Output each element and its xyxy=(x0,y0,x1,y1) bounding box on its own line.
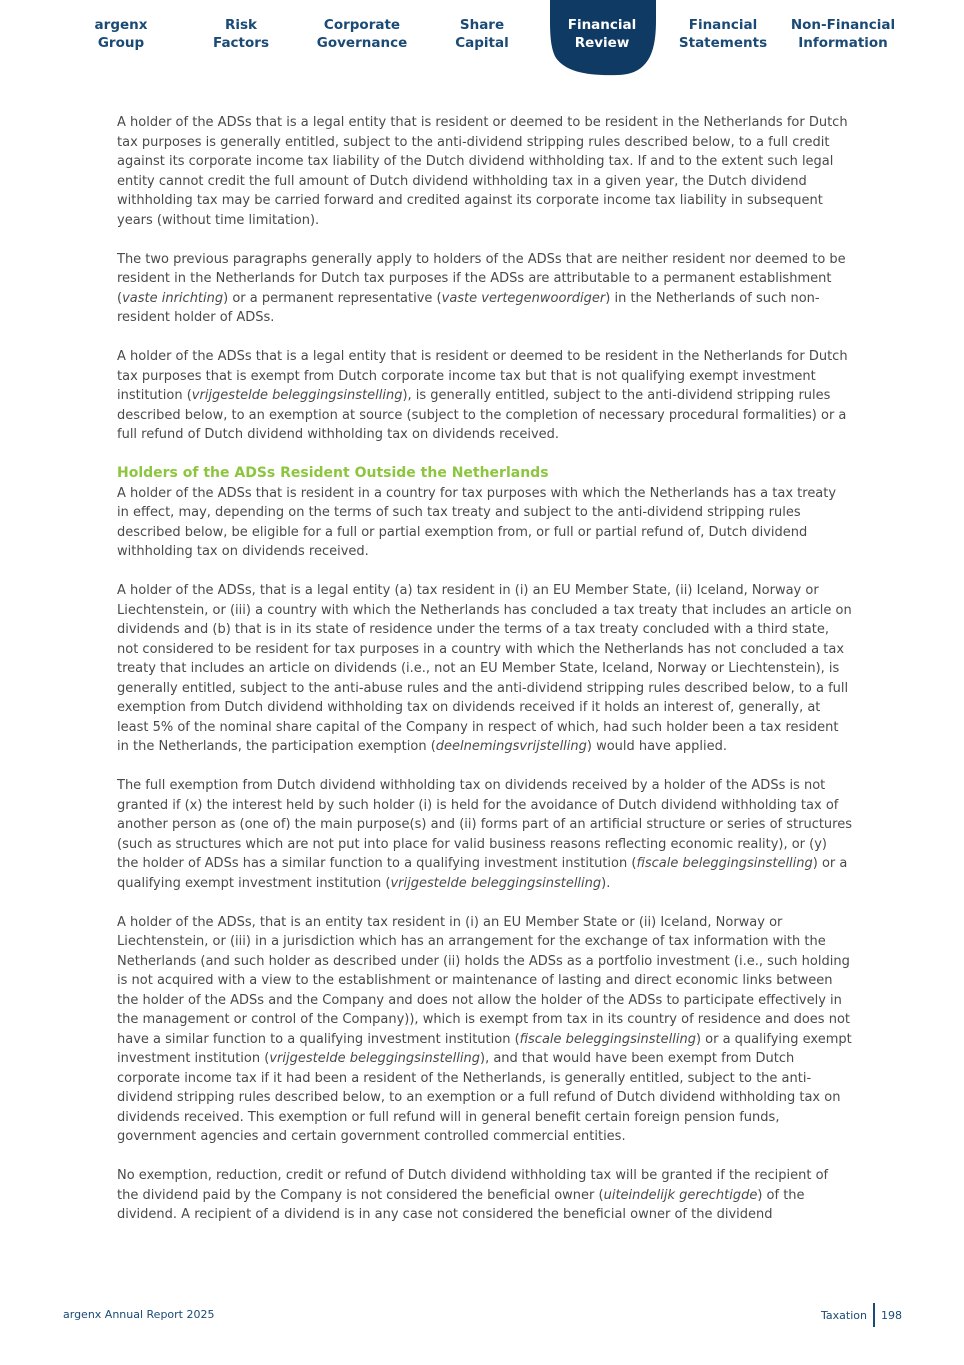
footer-page-number: 198 xyxy=(881,1308,902,1322)
top-navigation xyxy=(0,0,964,80)
nav-tab-financial-review[interactable]: Financial Review xyxy=(567,17,637,51)
paragraph-8: No exemption, reduction, credit or refund of Dutch dividend withholding tax will be granted if the recipient of the dividend paid by the Company is not considered the beneficial owner (uiteindelijk gerechtigde) of the dividend. A recipient of a dividend is in any case not considered the beneficial owner of the dividend xyxy=(117,1168,829,1222)
footer-divider xyxy=(873,1303,875,1327)
paragraph-7: A holder of the ADSs, that is an entity tax resident in (i) an EU Member State or (ii) Iceland, Norway or Liechtenstein, or (iii) in a jurisdiction which has an arrangement for the exchange of tax information with the Netherlands (and such holder as described under (ii) holds the ADSs as a portfolio investment (i.e., such holding is not acquired with a view to the establishment or maintenance of lasting and direct economic links between the holder of the ADSs and the Company and does not allow the holder of the ADSs to participate effectively in the management or control of the Company)), which is exempt from tax in its country of residence and does not have a similar function to a qualifying investment institution (fiscale beleggingsinstelling) or a qualifying exempt investment institution (vrijgestelde beleggingsinstelling), and that would have been exempt from Dutch corporate income tax if it had been a resident of the Netherlands, is generally entitled, subject to the anti-dividend stripping rules described below, to an exemption or a full refund of Dutch dividend withholding tax on dividends received. This exemption or full refund will in general benefit certain foreign pension funds, government agencies and certain government controlled commercial entities. xyxy=(117,914,852,1144)
nav-tab-share-capital[interactable]: Share Capital xyxy=(455,17,509,51)
footer-section-link[interactable]: Taxation xyxy=(821,1308,867,1322)
section-heading: Holders of the ADSs Resident Outside the Netherlands xyxy=(117,465,549,481)
paragraph-1: A holder of the ADSs that is a legal entity that is resident or deemed to be resident in the Netherlands for Dutch tax purposes is generally entitled, subject to the anti-dividend stripping rules described below, to a full credit against its corporate income tax liability of the Dutch dividend withholding tax. If and to the extent such legal entity cannot credit the full amount of Dutch dividend withholding tax in a given year, the Dutch dividend withholding tax may be carried forward and credited against its corporate income tax liability in subsequent years (without time limitation). xyxy=(117,115,848,228)
nav-tab-non-financial-information[interactable]: Non-Financial Information xyxy=(790,17,896,51)
main-content xyxy=(117,113,852,1225)
nav-tab-corporate-governance[interactable]: Corporate Governance xyxy=(316,17,408,51)
footer-page-info xyxy=(821,1303,902,1327)
paragraph-6: The full exemption from Dutch dividend withholding tax on dividends received by a holder of the ADSs is not granted if (x) the interest held by such holder (i) is held for the avoidance of Dutch dividend withholding tax of another person as (one of) the main purpose(s) and (ii) forms part of an artificial structure or series of structures (such as structures which are not put into place for valid business reasons reflecting economic reality), or (y) the holder of ADSs has a similar function to a qualifying investment institution (fiscale beleggingsinstelling) or a qualifying exempt investment institution (vrijgestelde beleggingsinstelling). xyxy=(117,778,853,891)
paragraph-4: A holder of the ADSs that is resident in a country for tax purposes with which the Netherlands has a tax treaty in effect, may, depending on the terms of such tax treaty and subject to the anti-dividend stripping rules described below, be eligible for a full or partial exemption from, or full or partial refund of, Dutch dividend withholding tax on dividends received. xyxy=(117,485,837,559)
paragraph-5: A holder of the ADSs, that is a legal entity (a) tax resident in (i) an EU Member State, (ii) Iceland, Norway or Liechtenstein, or (iii) a country with which the Netherlands has concluded a tax treaty that includes an article on dividends and (b) that is in its state of residence under the terms of a tax treaty concluded with a third state, not considered to be resident for tax purposes in a country with which the Netherlands has not concluded a tax treaty that includes an article on dividends (i.e., not an EU Member State, Iceland, Norway or Liechtenstein), is generally entitled, subject to the anti-abuse rules and the anti-dividend stripping rules described below, to a full exemption from Dutch dividend withholding tax on dividends received if it holds an interest of, generally, at least 5% of the nominal share capital of the Company in respect of which, had such holder been a tax resident in the Netherlands, the participation exemption (deelnemingsvrijstelling) would have applied. xyxy=(117,583,852,754)
footer-report-title: argenx Annual Report 2025 xyxy=(63,1308,215,1321)
nav-tab-risk-factors[interactable]: Risk Factors xyxy=(213,17,269,51)
paragraph-2: The two previous paragraphs generally apply to holders of the ADSs that are neither resident nor deemed to be resident in the Netherlands for Dutch tax purposes if the ADSs are attributable to a permanent establishment (vaste inrichting) or a permanent representative (vaste vertegenwoordiger) in the Netherlands of such non-resident holder of ADSs. xyxy=(117,251,846,325)
nav-tab-argenx-group[interactable]: argenx Group xyxy=(94,17,148,51)
nav-tab-financial-statements[interactable]: Financial Statements xyxy=(678,17,768,51)
paragraph-3: A holder of the ADSs that is a legal entity that is resident or deemed to be resident in the Netherlands for Dutch tax purposes that is exempt from Dutch corporate income tax but that is not qualifying exempt investment institution (vrijgestelde beleggingsinstelling), is generally entitled, subject to the anti-dividend stripping rules described below, to an exemption at source (subject to the completion of necessary procedural formalities) or a full refund of Dutch dividend withholding tax on dividends received. xyxy=(117,349,848,442)
